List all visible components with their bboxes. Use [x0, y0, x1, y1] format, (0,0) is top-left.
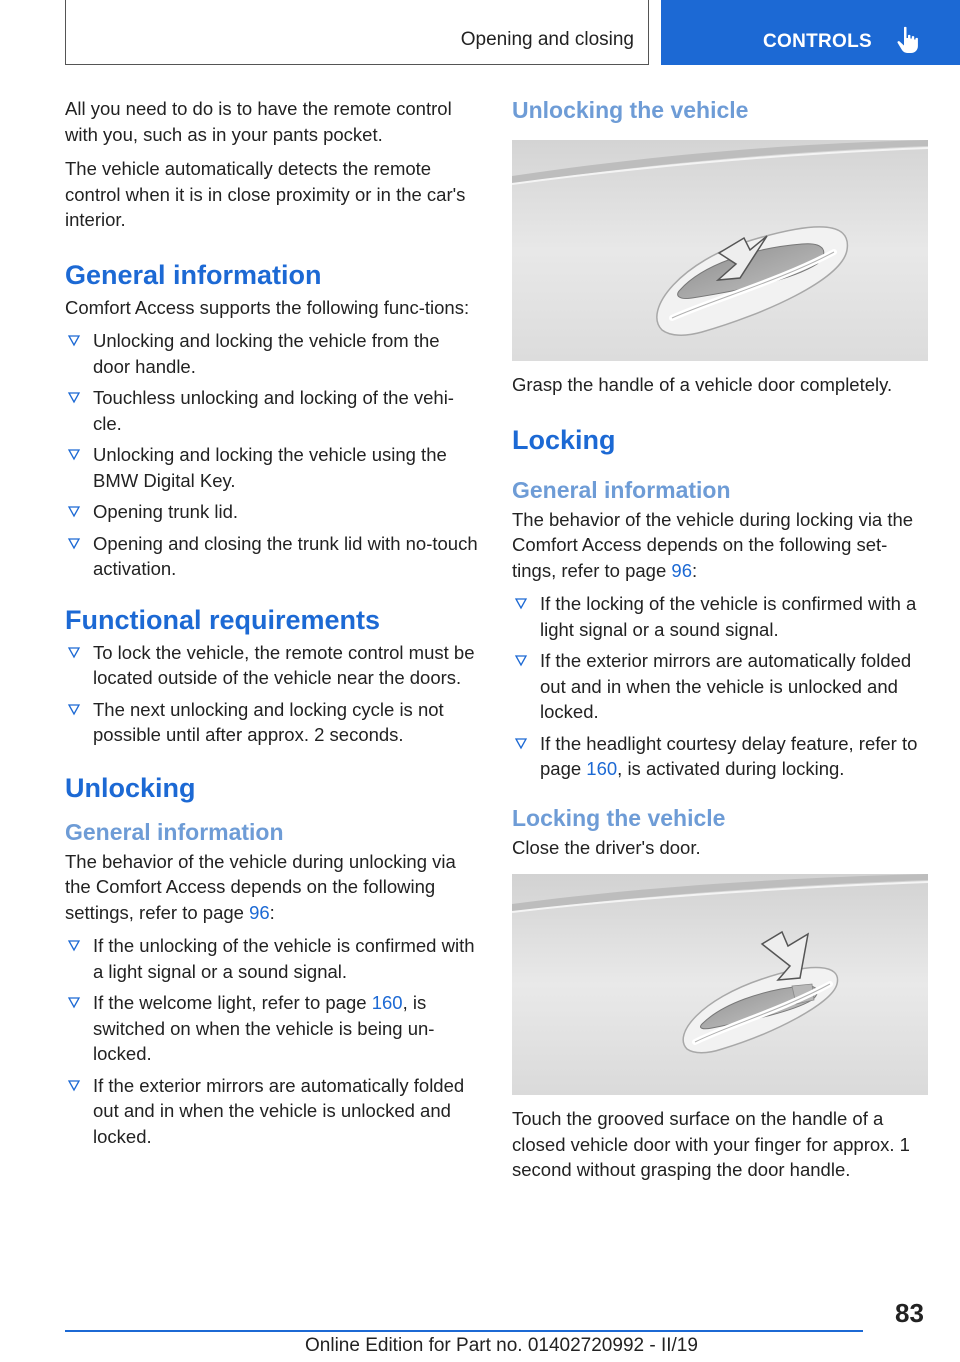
right-column [512, 96, 930, 1192]
triangle-bullet-icon [514, 653, 528, 667]
triangle-bullet-icon [514, 596, 528, 610]
list-item: If the welcome light, refer to page 160, is switched on when the vehicle is being un-locked. [65, 990, 480, 1067]
page-link[interactable]: 96 [671, 559, 692, 581]
triangle-bullet-icon [67, 938, 81, 952]
triangle-bullet-icon [67, 1078, 81, 1092]
list-item: Touchless unlocking and locking of the vehi-cle. [65, 385, 480, 436]
unlocking-general-information-subheading: General information [65, 818, 284, 845]
triangle-bullet-icon [67, 702, 81, 716]
locking-vehicle-heading: Locking the vehicle [512, 804, 726, 831]
header-section-box [65, 0, 649, 65]
triangle-bullet-icon [67, 447, 81, 461]
page-link[interactable]: 160 [371, 992, 403, 1013]
triangle-bullet-icon [514, 736, 528, 750]
page-number: 83 [895, 1298, 924, 1328]
footer-divider [65, 1330, 863, 1332]
locking-heading: Locking [512, 424, 616, 455]
locking-vehicle-caption: Touch the grooved surface on the handle of a closed vehicle door with your finger for approx. 1 second without grasping the door handle. [512, 1108, 910, 1180]
functional-requirements-heading: Functional requirements [65, 604, 381, 635]
list-item: If the unlocking of the vehicle is confirmed with a light signal or a sound signal. [65, 933, 480, 984]
locking-text: The behavior of the vehicle during locking via the Comfort Access depends on the following set-tings, refer to page 96: [512, 508, 914, 581]
page-link[interactable]: 160 [586, 758, 618, 779]
page-link[interactable]: 96 [249, 901, 270, 923]
triangle-bullet-icon [67, 504, 81, 518]
list-item: The next unlocking and locking cycle is not possible until after approx. 2 seconds. [65, 697, 480, 748]
triangle-bullet-icon [67, 390, 81, 404]
unlocking-text: The behavior of the vehicle during unlocking via the Comfort Access depends on the following settings, refer to page 96: [65, 850, 456, 923]
locking-general-information-subheading: General information [512, 476, 731, 503]
unlocking-heading: Unlocking [65, 772, 196, 803]
list-item: If the locking of the vehicle is confirmed with a light signal or a sound signal. [512, 591, 930, 642]
list-item: If the exterior mirrors are automatically folded out and in when the vehicle is unlocked and locked. [65, 1073, 480, 1150]
pointing-hand-icon [895, 26, 921, 54]
intro-paragraph: All you need to do is to have the remote control with you, such as in your pants pocket. [65, 98, 452, 145]
list-item: If the exterior mirrors are automatically folded out and in when the vehicle is unlocked and locked. [512, 648, 930, 725]
door-handle-grasp-figure [512, 140, 928, 361]
triangle-bullet-icon [67, 995, 81, 1009]
list-item: To lock the vehicle, the remote control must be located outside of the vehicle near the doors. [65, 640, 480, 691]
locking-vehicle-text: Close the driver's door. [512, 836, 701, 858]
unlocking-settings-list [65, 933, 480, 1149]
general-information-text: Comfort Access supports the following func-tions: [65, 296, 470, 318]
intro-paragraph: The vehicle automatically detects the remote control when it is in close proximity or in the car's interior. [65, 158, 466, 230]
triangle-bullet-icon [67, 333, 81, 347]
list-item: Unlocking and locking the vehicle from the door handle. [65, 328, 480, 379]
triangle-bullet-icon [67, 536, 81, 550]
chapter-title: CONTROLS [763, 31, 873, 52]
door-handle-grasp-illustration [512, 140, 928, 361]
list-item: Unlocking and locking the vehicle using the BMW Digital Key. [65, 442, 480, 493]
list-item: If the headlight courtesy delay feature, refer to page 160, is activated during locking. [512, 731, 930, 782]
left-column [65, 96, 480, 1155]
functions-list [65, 328, 480, 582]
general-information-heading: General information [65, 259, 322, 290]
chapter-tab[interactable] [661, 0, 960, 65]
door-handle-touch-illustration [512, 874, 928, 1095]
door-handle-touch-figure [512, 874, 928, 1095]
unlocking-vehicle-caption: Grasp the handle of a vehicle door completely. [512, 374, 893, 395]
list-item: Opening trunk lid. [65, 499, 480, 525]
list-item: Opening and closing the trunk lid with no-touch activation. [65, 531, 480, 582]
unlocking-vehicle-heading: Unlocking the vehicle [512, 97, 749, 123]
edition-footer: Online Edition for Part no. 01402720992 - II/19 [305, 1335, 698, 1356]
triangle-bullet-icon [67, 645, 81, 659]
section-title: Opening and closing [460, 29, 634, 50]
locking-settings-list [512, 591, 930, 782]
requirements-list [65, 640, 480, 748]
